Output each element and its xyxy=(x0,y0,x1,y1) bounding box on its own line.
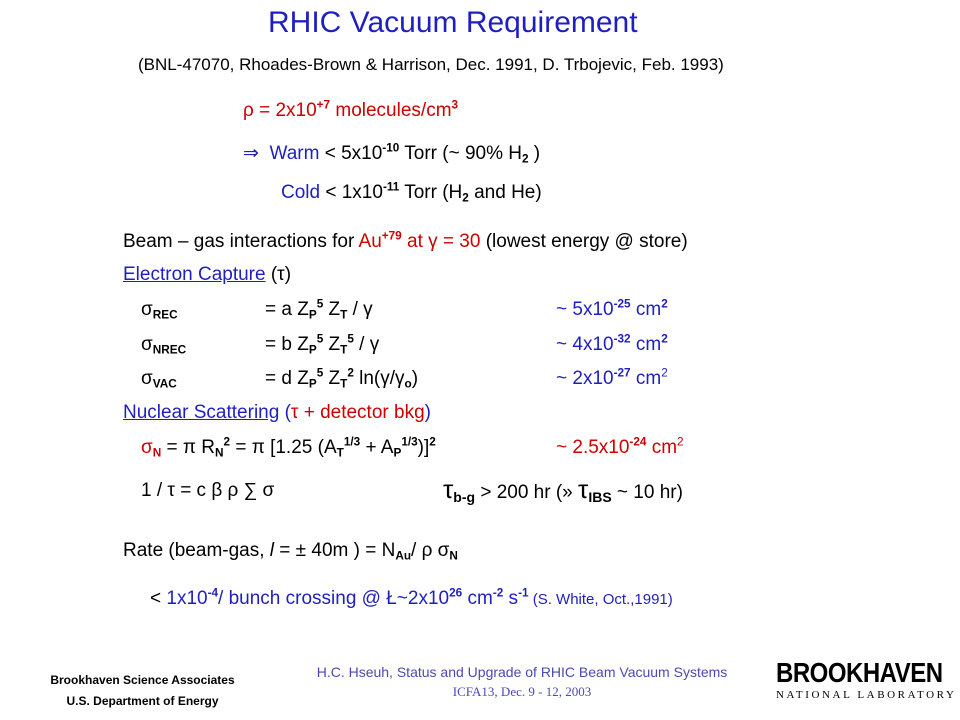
implies-arrow: ⇒ xyxy=(243,143,259,164)
slide-title: RHIC Vacuum Requirement xyxy=(268,6,638,39)
footer-left xyxy=(0,670,285,712)
nuclear-scattering-link[interactable]: Nuclear Scattering xyxy=(123,402,280,423)
logo-subtitle: NATIONAL LABORATORY xyxy=(776,689,957,701)
rate-line: Rate (beam-gas, l = ± 40m ) = $N_{Au}/$ ρ $\sigma_N$ xyxy=(123,540,458,563)
sigma-vac-value: ~ $2x10^{-27}$ $cm^2$ xyxy=(556,366,668,389)
footer-conference: ICFA13, Dec. 9 - 12, 2003 xyxy=(452,684,592,699)
rho-symbol: ρ xyxy=(243,100,254,121)
sigma-nrec-value: ~ $4x10^{-32}$ $cm^2$ xyxy=(556,332,668,355)
sigma-rec-formula: = a $Z_P^5$ $Z_T$ / γ xyxy=(265,297,373,322)
reference-line: (BNL-47070, Rhoades-Brown & Harrison, Dec. 1991, D. Trbojevic, Feb. 1993) xyxy=(138,55,724,74)
sigma-n-formula: $\sigma_N = \pi$ $R_N^2 = \pi$ [1.25 $(A_T^{1/3} + A_P^{1/3})]^2$ xyxy=(141,435,436,460)
logo-wordmark: BROOKHAVEN xyxy=(776,658,943,690)
bunch-crossing-line: < $1x10^{-4}/$ bunch crossing @ $Ł\sim 2x10^{26}$ $cm^{-2}$ $s^{-1}$ (S. White, Oct.,1991) xyxy=(150,586,673,609)
sigma-n-value: ~ $2.5x10^{-24}$ $cm^2$ xyxy=(556,435,684,458)
sigma-rec-symbol: $\sigma_{REC}$ xyxy=(141,299,178,322)
density-line: $\rho = 2x10^{+7}$ molecules/$cm^3$ xyxy=(243,98,459,121)
footer-org: Brookhaven Science Associates xyxy=(50,673,235,687)
electron-capture-link[interactable]: Electron Capture xyxy=(123,264,266,285)
nuclear-scattering-heading: Nuclear Scattering (τ + detector bkg) xyxy=(123,402,431,423)
lifetime-value: $\tau_{b-g} > 200$ hr (» $\tau_{IBS}$ ~ 10 hr) xyxy=(443,474,683,505)
sigma-rec-value: ~ $5x10^{-25}$ $cm^2$ xyxy=(556,297,668,320)
footer-dept: U.S. Department of Energy xyxy=(66,694,219,708)
warm-requirement: ⇒ Warm < $5x10^{-10}$ Torr (~ 90% $H_2$ ) xyxy=(243,141,541,166)
lifetime-formula: 1 / τ = c β ρ ∑ σ xyxy=(141,480,275,501)
cold-requirement: Cold < $1x10^{-11}$ Torr ($H_2$ and He) xyxy=(281,180,542,205)
sigma-nrec-formula: = b $Z_P^5$ $Z_T^5$ / γ xyxy=(265,332,380,357)
sigma-vac-formula: = d $Z_P^5$ $Z_T^2$ $\ln(\gamma/\gamma_o)$ xyxy=(265,366,419,391)
brookhaven-logo xyxy=(776,658,956,701)
footer-center xyxy=(272,662,772,702)
beam-gas-line: Beam – gas interactions for $Au^{+79}$ at γ = 30 (lowest energy @ store) xyxy=(123,229,688,252)
sigma-nrec-symbol: $\sigma_{NREC}$ xyxy=(141,334,187,357)
sigma-vac-symbol: $\sigma_{VAC}$ xyxy=(141,368,177,391)
footer-talk-title: H.C. Hseuh, Status and Upgrade of RHIC Beam Vacuum Systems xyxy=(316,664,728,680)
electron-capture-heading: Electron Capture (τ) xyxy=(123,264,292,285)
